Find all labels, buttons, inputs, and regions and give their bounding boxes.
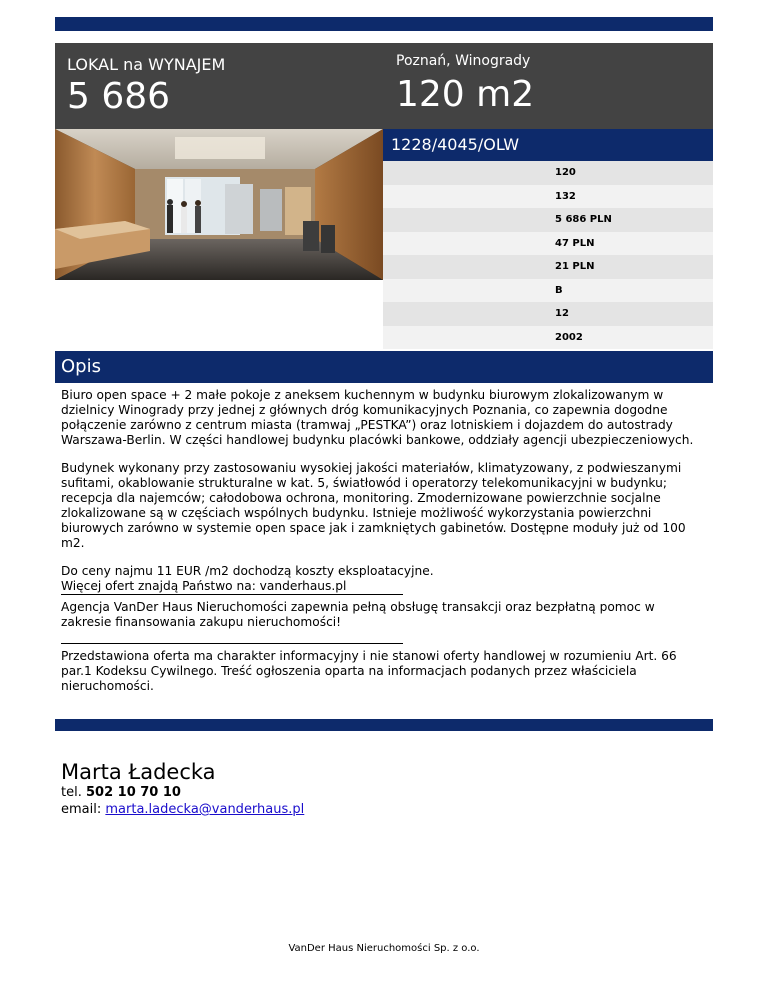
param-row: [383, 185, 713, 209]
param-value: B: [555, 284, 563, 296]
agent-contact: [61, 760, 304, 818]
phone-label: tel.: [61, 785, 82, 800]
description-paragraph: Do ceny najmu 11 EUR /m2 dochodzą koszty eksploatacyjne.: [61, 564, 434, 578]
param-value: 132: [555, 190, 576, 202]
offer-header: [55, 43, 713, 129]
top-accent-bar: [55, 17, 713, 31]
agent-email-line: [61, 801, 304, 818]
param-row: [383, 255, 713, 279]
agent-phone: 502 10 70 10: [85, 785, 181, 800]
offer-area: 120 m2: [396, 74, 535, 115]
param-value: 2002: [555, 331, 583, 343]
description-body: [61, 388, 707, 694]
param-value: 47 PLN: [555, 237, 595, 249]
bottom-accent-bar: [55, 719, 713, 731]
param-row: [383, 161, 713, 185]
param-value: 120: [555, 167, 576, 178]
param-value: 12: [555, 308, 569, 319]
offer-location: Poznań, Winogrady: [396, 53, 531, 69]
param-value: 21 PLN: [555, 261, 595, 272]
description-paragraph: Więcej ofert znajdą Państwo na: vanderhaus.pl: [61, 579, 347, 593]
params-table: [383, 161, 713, 349]
param-row: [383, 232, 713, 256]
param-value: 5 686 PLN: [555, 214, 612, 225]
reference-bar: [383, 129, 713, 161]
param-row: [383, 302, 713, 326]
description-heading-bar: [55, 351, 713, 383]
param-row: [383, 279, 713, 303]
offer-price: 5 686: [67, 76, 171, 117]
description-heading: Opis: [61, 356, 101, 377]
description-paragraph: Budynek wykonany przy zastosowaniu wysokiej jakości materiałów, klimatyzowany, z podwieszanymi sufitami, okablowanie strukturalne w kat. 5, światłowód i operatorzy telekomunikacyjni w budynku; recepcja dla najemców; całodobowa ochrona, monitoring. Zmodernizowane powierzchnie socjalne zlokalizowane są w częściach wspólnych budynku. Istnieje możliwość wykorzystania powierzchni biurowych zarówno w systemie open space jak i zamkniętych gabinetów. Dostępne moduły już od 100 m2.: [61, 461, 686, 550]
agent-name: Marta Ładecka: [61, 760, 216, 784]
param-row: [383, 326, 713, 350]
divider: [61, 643, 403, 644]
description-paragraph: Agencja VanDer Haus Nieruchomości zapewnia pełną obsługę transakcji oraz bezpłatną pomoc w zakresie finansowania zakupu nieruchomości!: [61, 600, 655, 629]
param-row: [383, 208, 713, 232]
description-paragraph: Przedstawiona oferta ma charakter informacyjny i nie stanowi oferty handlowej w rozumieniu Art. 66 par.1 Kodeksu Cywilnego. Treść ogłoszenia oparta na informacjach podanych przez właściciela nieruchomości.: [61, 649, 677, 693]
email-label: email:: [61, 802, 102, 817]
description-paragraph: Biuro open space + 2 małe pokoje z aneksem kuchennym w budynku biurowym zlokalizowanym w dzielnicy Winogrady przy jednej z głównych dróg komunikacyjnych Poznania, co zapewnia dogodne połączenie zarówno z centrum miasta (tramwaj „PESTKA”) oraz lotniskiem i dojazdem do autostrady Warszawa-Berlin. W części handlowej budynku placówki bankowe, oddziały agencji ubezpieczeniowych.: [61, 388, 694, 447]
agent-email-link[interactable]: marta.ladecka@vanderhaus.pl: [105, 802, 305, 817]
agent-phone-line: [61, 784, 304, 801]
offer-type: LOKAL na WYNAJEM: [67, 55, 226, 74]
footer-company: VanDer Haus Nieruchomości Sp. z o.o.: [288, 943, 480, 954]
divider: [61, 594, 403, 595]
property-photo: [55, 129, 383, 280]
reference-number: 1228/4045/OLW: [391, 135, 520, 154]
